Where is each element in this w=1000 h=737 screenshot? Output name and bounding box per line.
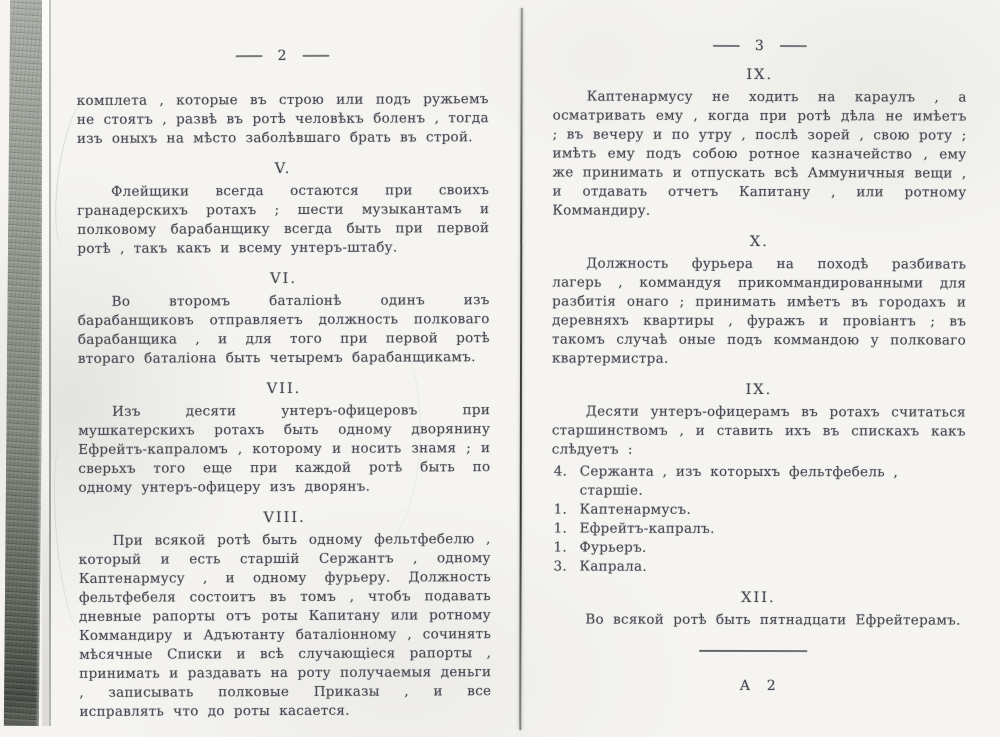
list-item xyxy=(551,557,965,577)
section-heading-vi: VI. xyxy=(270,270,297,288)
header-dash-right xyxy=(780,45,807,47)
section-ix-text: Каптенармусу не ходить на караулъ , а осматривать ему , когда при ротѣ дѣла не имѣетъ ; въ вечеру и по утру , послѣ зорей , свою роту ; имѣть ему подъ собою ротное казначейство , ему же принимать и отпускать всѣ Аммуничныя вещи , и отдавать отчетъ Капитану , или ротному Коммандиру. xyxy=(552,88,967,219)
list-item xyxy=(552,462,966,501)
section-end-rule xyxy=(699,650,807,652)
signature-mark: А 2 xyxy=(739,677,777,695)
binding-page-gap xyxy=(42,0,49,726)
binding-edge-line xyxy=(49,0,51,726)
section-heading-viii: VIII. xyxy=(263,509,306,527)
header-dash-left xyxy=(713,45,740,47)
section-heading-ix: IX. xyxy=(746,66,774,84)
list-item-text: Фурьеръ. xyxy=(579,539,647,556)
section-viii-text: При всякой ротѣ быть одному фельтфебелю , который и есть старшій Сержантъ , одному Каптенармусу , и одному фурьеру. Должность фельтфебеля состоитъ въ томъ , чтобъ подавать дневные рапорты отъ роты Капитану или ротному Коммандиру и Адъютанту баталіонному , сочинять мѣсячные Списки и всѣ случающіеся рапорты , принимать и раздавать на роту получаемыя деньги , записывать полковые Приказы , и все исправлять что до роты касается. xyxy=(78,531,492,720)
header-dash-left xyxy=(236,55,263,57)
list-item-text: Сержанта , изъ которыхъ фельтфебель , старшіе. xyxy=(579,463,899,499)
list-item xyxy=(551,538,965,558)
section-x-text: Должность фурьера на походѣ разбивать лагерь , коммандуя прикоммандированными для разбитія онаго ; принимать имѣетъ въ городахъ и деревняхъ квартиры , фуражъ и провіантъ ; въ такомъ случаѣ оные подъ коммандою у полковаго квартермистра. xyxy=(551,255,967,367)
center-fold-line xyxy=(519,8,523,730)
section-xi-text: Десяти унтеръ-офицерамъ въ ротахъ считаться старшинствомъ , и ставить ихъ въ спискахъ какъ слѣдуетъ : xyxy=(551,403,966,458)
section-v-text: Флейщики всегда остаются при своихъ гранадерскихъ ротахъ ; шести музыкантамъ и полковому барабанщику всегда быть при первой ротѣ , такъ какъ и всему унтеръ-штабу. xyxy=(77,182,490,257)
right-page xyxy=(551,37,967,694)
list-item-number: 1. xyxy=(553,539,568,556)
right-page-header xyxy=(553,37,967,54)
list-item-number: 4. xyxy=(553,463,568,480)
left-page xyxy=(77,47,492,722)
list-item-number: 1. xyxy=(553,501,568,518)
list-item xyxy=(552,500,966,520)
rank-list xyxy=(551,462,965,577)
list-item-number: 1. xyxy=(553,520,568,537)
section-vi-text: Во второмъ баталіонѣ одинъ изъ барабанщиковъ отправляетъ должность полковаго барабанщика , и для того при первой ротѣ втораго баталіона быть четыремъ барабанщикамъ. xyxy=(77,292,490,367)
list-item-text: Капрала. xyxy=(579,558,648,575)
paragraph-continuation: комплета , которые въ строю или подъ ружьемъ не стоятъ , развѣ въ ротѣ человѣкъ боленъ , тогда изъ оныхъ на мѣсто заболѣвшаго брать въ строй. xyxy=(76,91,489,147)
right-page-number: 3 xyxy=(754,37,765,55)
section-heading-vii: VII. xyxy=(266,380,302,398)
list-item xyxy=(552,519,966,539)
section-heading-xii: XII. xyxy=(741,589,776,607)
book-binding-strip xyxy=(4,0,45,726)
section-vii-text: Изъ десяти унтеръ-офицеровъ при мушкатерскихъ ротахъ быть одному дворянину Ефрейтъ-капраломъ , которому и носить знамя ; и сверьхъ того еще при каждой ротѣ быть по одному унтеръ-офицеру изъ дворянъ. xyxy=(78,402,491,496)
section-heading-x: X. xyxy=(749,233,769,251)
list-item-text: Ефрейтъ-капралъ. xyxy=(579,520,715,537)
header-dash-right xyxy=(303,55,330,57)
list-item-text: Каптенармусъ. xyxy=(579,501,692,518)
left-page-header xyxy=(77,47,489,65)
section-xii-text: Во всякой ротѣ быть пятнадцати Ефрейтерамъ. xyxy=(585,611,961,629)
left-page-number: 2 xyxy=(277,47,288,65)
list-item-number: 3. xyxy=(553,558,567,575)
section-heading-v: V. xyxy=(274,160,292,178)
section-heading-xi: IX. xyxy=(745,381,773,399)
